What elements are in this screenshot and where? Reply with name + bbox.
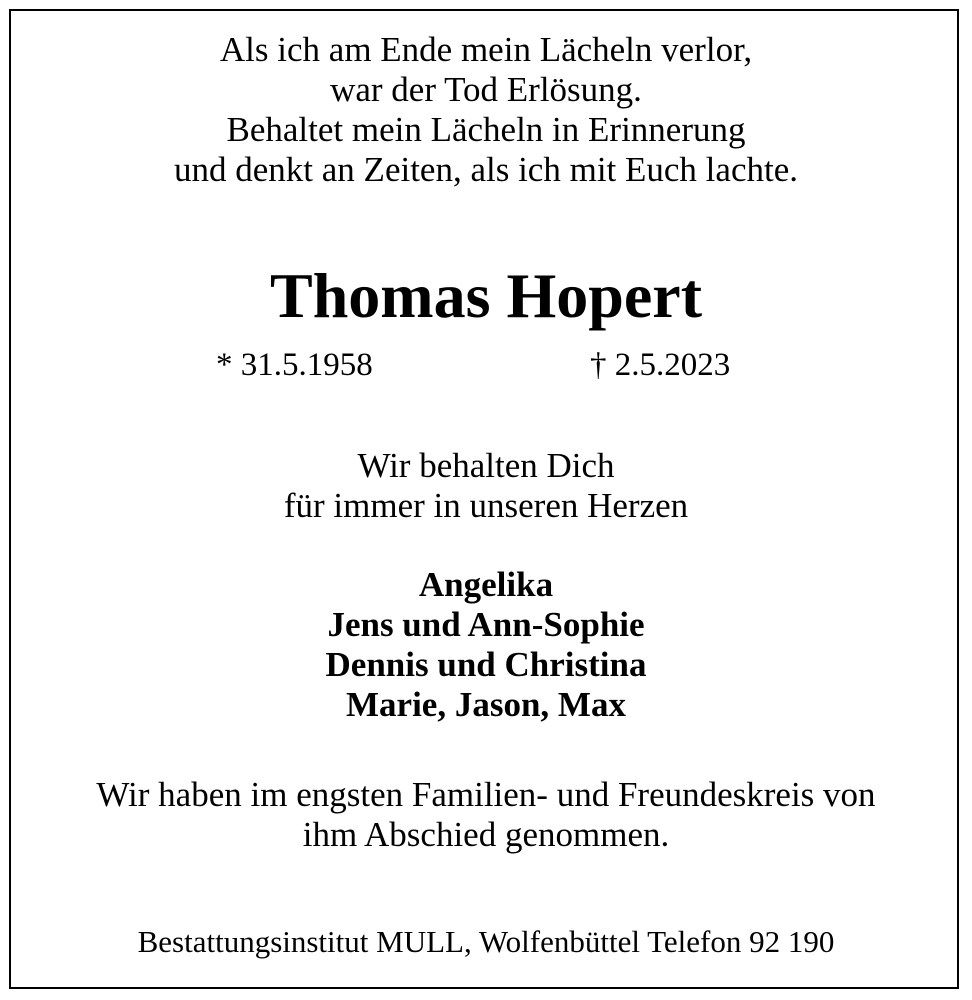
remembrance-text bbox=[0, 446, 972, 526]
family-signatures bbox=[0, 565, 972, 725]
family-line: Angelika bbox=[418, 565, 554, 604]
poem-line: war der Tod Erlösung. bbox=[330, 70, 642, 109]
deceased-name: Thomas Hopert bbox=[270, 260, 702, 331]
remembrance-line: Wir behalten Dich bbox=[357, 446, 615, 485]
poem-line: und denkt an Zeiten, als ich mit Euch lachte. bbox=[174, 150, 798, 189]
birth-date: * 31.5.1958 bbox=[216, 347, 373, 383]
poem bbox=[0, 30, 972, 190]
death-date: † 2.5.2023 bbox=[590, 347, 731, 383]
farewell-line: Wir haben im engsten Familien- und Freundeskreis von bbox=[96, 775, 876, 814]
family-line: Marie, Jason, Max bbox=[346, 685, 626, 724]
undertaker-info: Bestattungsinstitut MULL, Wolfenbüttel Telefon 92 190 bbox=[137, 924, 835, 959]
family-line: Jens und Ann-Sophie bbox=[327, 605, 645, 644]
family-line: Dennis und Christina bbox=[325, 645, 647, 684]
poem-line: Behaltet mein Lächeln in Erinnerung bbox=[226, 110, 746, 149]
poem-line: Als ich am Ende mein Lächeln verlor, bbox=[219, 30, 753, 69]
farewell-line: ihm Abschied genommen. bbox=[302, 815, 670, 854]
farewell-text bbox=[0, 775, 972, 855]
remembrance-line: für immer in unseren Herzen bbox=[283, 486, 689, 525]
